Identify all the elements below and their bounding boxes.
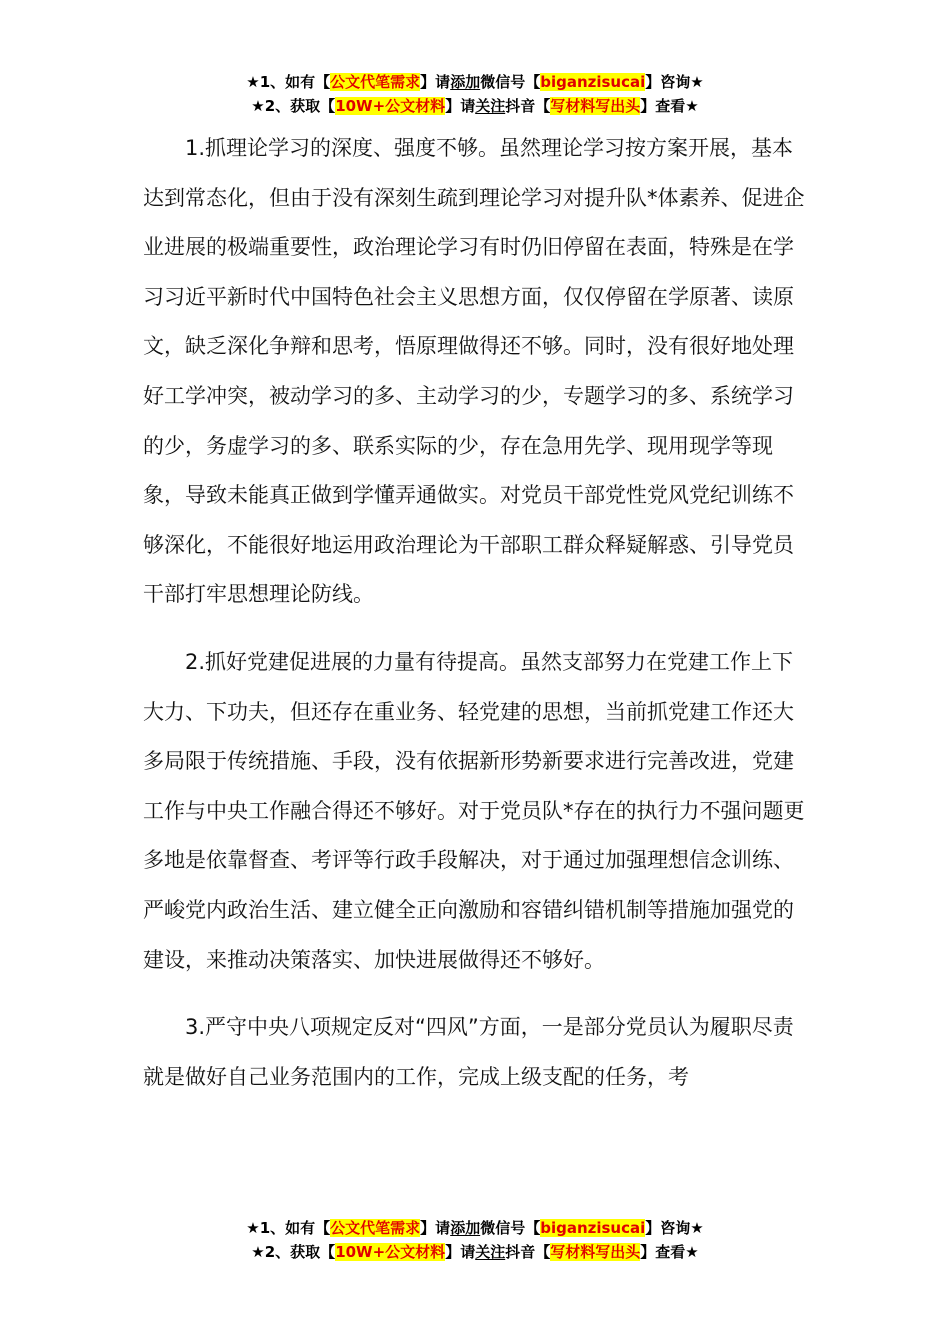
banner-line-2 xyxy=(0,94,950,118)
douyin-account-highlight: 写材料写出头 xyxy=(550,1243,641,1261)
underlined-text: 关注 xyxy=(475,97,506,115)
banner-text: ★2、获取【 xyxy=(251,97,336,115)
banner-text: 抖音【 xyxy=(505,97,551,115)
banner-line-2 xyxy=(0,1240,950,1264)
header-banner xyxy=(0,70,950,118)
banner-text: 抖音【 xyxy=(505,1243,551,1261)
paragraph-1: 1.抓理论学习的深度、强度不够。虽然理论学习按方案开展，基本达到常态化，但由于没有深刻生疏到理论学习对提升队*体素养、促进企业进展的极端重要性，政治理论学习有时仍旧停留在表面，特殊是在学习习近平新时代中国特色社会主义思想方面，仅仅停留在学原著、读原文，缺乏深化争辩和思考，悟原理做得还不够。同时，没有很好地处理好工学冲突，被动学习的多、主动学习的少，专题学习的多、系统学习的少，务虚学习的多、联系实际的少，存在急用先学、现用现学等现象，导致未能真正做到学懂弄通做实。对党员干部党性党风党纪训练不够深化，不能很好地运用政治理论为干部职工群众释疑解惑、引导党员干部打牢思想理论防线。 xyxy=(143,136,805,607)
douyin-account-highlight: 写材料写出头 xyxy=(550,97,641,115)
highlight-text: 公文代笔需求 xyxy=(330,1219,421,1237)
wechat-id-highlight: biganzisucai xyxy=(540,73,646,91)
banner-text: 】咨询★ xyxy=(645,1219,704,1237)
highlight-text: 10W+公文材料 xyxy=(335,1243,446,1261)
banner-line-1 xyxy=(0,1216,950,1240)
banner-text: ★2、获取【 xyxy=(251,1243,336,1261)
banner-text: ★1、如有【 xyxy=(246,1219,331,1237)
banner-text: 】咨询★ xyxy=(645,73,704,91)
banner-text: 】查看★ xyxy=(640,97,699,115)
wechat-id-highlight: biganzisucai xyxy=(540,1219,646,1237)
underlined-text: 添加 xyxy=(450,1219,481,1237)
banner-text: 微信号【 xyxy=(480,73,541,91)
highlight-text: 10W+公文材料 xyxy=(335,97,446,115)
banner-text: 】请 xyxy=(445,1243,476,1261)
banner-text: 微信号【 xyxy=(480,1219,541,1237)
paragraph-3: 3.严守中央八项规定反对“四风”方面，一是部分党员认为履职尽责就是做好自己业务范围内的工作，完成上级支配的任务，考 xyxy=(143,1015,794,1089)
highlight-text: 公文代笔需求 xyxy=(330,73,421,91)
banner-text: 】请 xyxy=(420,1219,451,1237)
paragraph-2: 2.抓好党建促进展的力量有待提高。虽然支部努力在党建工作上下大力、下功夫，但还存在重业务、轻党建的思想，当前抓党建工作还大多局限于传统措施、手段，没有依据新形势新要求进行完善改进，党建工作与中央工作融合得还不够好。对于党员队*存在的执行力不强问题更多地是依靠督查、考评等行政手段解决，对于通过加强理想信念训练、严峻党内政治生活、建立健全正向激励和容错纠错机制等措施加强党的建设，来推动决策落实、加快进展做得还不够好。 xyxy=(143,649,805,972)
banner-text: 】请 xyxy=(420,73,451,91)
footer-banner xyxy=(0,1216,950,1264)
banner-text: 】查看★ xyxy=(640,1243,699,1261)
underlined-text: 添加 xyxy=(450,73,481,91)
underlined-text: 关注 xyxy=(475,1243,506,1261)
banner-line-1 xyxy=(0,70,950,94)
banner-text: ★1、如有【 xyxy=(246,73,331,91)
banner-text: 】请 xyxy=(445,97,476,115)
document-body xyxy=(143,124,807,1120)
